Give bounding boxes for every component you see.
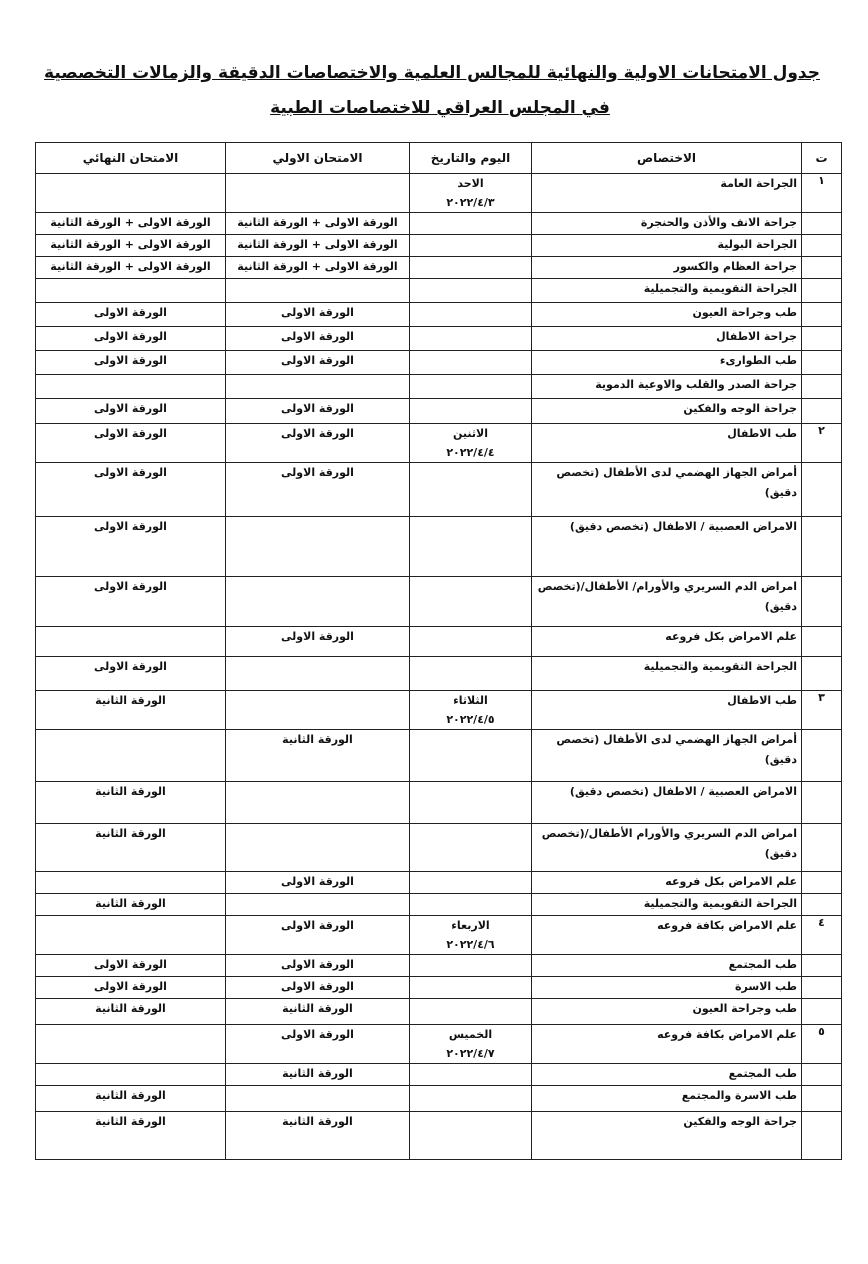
table-row <box>36 174 842 213</box>
day-number-cell: ٣ <box>802 691 842 730</box>
specialty-cell: علم الامراض بكل فروعه <box>532 627 802 657</box>
day-date-cell <box>410 1025 532 1064</box>
day-number-cell <box>802 517 842 577</box>
specialty-cell: طب الاسرة <box>532 977 802 999</box>
table-row <box>36 894 842 916</box>
day-number-cell <box>802 327 842 351</box>
final-exam-cell: الورقة الثانية <box>36 1112 226 1160</box>
final-exam-cell: الورقة الثانية <box>36 1086 226 1112</box>
day-date-cell <box>410 303 532 327</box>
table-row <box>36 303 842 327</box>
initial-exam-cell: الورقة الاولى + الورقة الثانية <box>226 235 410 257</box>
specialty-cell: امراض الدم السريري والأورام/ الأطفال/(تخصص دقيق) <box>532 577 802 627</box>
specialty-cell: الجراحة العامة <box>532 174 802 213</box>
specialty-cell: جراحة الاطفال <box>532 327 802 351</box>
table-row <box>36 577 842 627</box>
specialty-cell: أمراض الجهاز الهضمي لدى الأطفال (تخصص دقيق) <box>532 730 802 782</box>
initial-exam-cell <box>226 691 410 730</box>
table-row <box>36 1086 842 1112</box>
day-date-cell <box>410 257 532 279</box>
day-date-cell <box>410 351 532 375</box>
day-date-cell <box>410 213 532 235</box>
day-date-cell <box>410 916 532 955</box>
day-date-cell <box>410 872 532 894</box>
final-exam-cell: الورقة الاولى <box>36 977 226 999</box>
final-exam-cell <box>36 730 226 782</box>
initial-exam-cell <box>226 894 410 916</box>
final-exam-cell <box>36 872 226 894</box>
specialty-cell: طب المجتمع <box>532 955 802 977</box>
initial-exam-cell: الورقة الاولى <box>226 1025 410 1064</box>
day-date-cell <box>410 279 532 303</box>
day-number-cell <box>802 824 842 872</box>
initial-exam-cell: الورقة الاولى <box>226 424 410 463</box>
initial-exam-cell: الورقة الاولى <box>226 872 410 894</box>
day-number-cell <box>802 257 842 279</box>
specialty-cell: الجراحة التقويمية والتجميلية <box>532 894 802 916</box>
specialty-cell: طب الطوارىء <box>532 351 802 375</box>
table-row <box>36 375 842 399</box>
specialty-cell: جراحة العظام والكسور <box>532 257 802 279</box>
final-exam-cell: الورقة الاولى <box>36 657 226 691</box>
specialty-cell: الامراض العصبية / الاطفال (تخصص دقيق) <box>532 517 802 577</box>
final-exam-cell: الورقة الثانية <box>36 999 226 1025</box>
final-exam-cell <box>36 375 226 399</box>
day-number-cell <box>802 463 842 517</box>
specialty-cell: طب وجراحة العيون <box>532 999 802 1025</box>
table-row <box>36 999 842 1025</box>
day-date-cell <box>410 894 532 916</box>
day-date-cell <box>410 627 532 657</box>
table-row <box>36 279 842 303</box>
initial-exam-cell: الورقة الاولى <box>226 351 410 375</box>
initial-exam-cell: الورقة الاولى <box>226 977 410 999</box>
specialty-cell: طب الاطفال <box>532 424 802 463</box>
final-exam-cell: الورقة الاولى <box>36 463 226 517</box>
day-number-cell <box>802 577 842 627</box>
table-row <box>36 916 842 955</box>
exam-date: ٢٠٢٢/٤/٥ <box>446 713 495 726</box>
final-exam-cell: الورقة الاولى <box>36 399 226 424</box>
day-number-cell <box>802 213 842 235</box>
day-name: الاحد <box>457 177 484 190</box>
table-row <box>36 730 842 782</box>
initial-exam-cell: الورقة الاولى <box>226 327 410 351</box>
day-number-cell <box>802 303 842 327</box>
initial-exam-cell: الورقة الاولى <box>226 463 410 517</box>
day-number-cell <box>802 627 842 657</box>
day-number-cell <box>802 955 842 977</box>
header-number: ت <box>802 143 842 174</box>
initial-exam-cell: الورقة الاولى + الورقة الثانية <box>226 257 410 279</box>
specialty-cell: امراض الدم السريري والأورام الأطفال/(تخصص دقيق) <box>532 824 802 872</box>
header-final-exam: الامتحان النهائي <box>36 143 226 174</box>
table-row <box>36 399 842 424</box>
exam-date: ٢٠٢٢/٤/٤ <box>446 446 495 459</box>
day-date-cell <box>410 399 532 424</box>
specialty-cell: جراحة الوجه والفكين <box>532 1112 802 1160</box>
initial-exam-cell: الورقة الاولى <box>226 916 410 955</box>
final-exam-cell: الورقة الاولى <box>36 577 226 627</box>
final-exam-cell <box>36 174 226 213</box>
final-exam-cell: الورقة الاولى + الورقة الثانية <box>36 235 226 257</box>
final-exam-cell <box>36 916 226 955</box>
exam-date: ٢٠٢٢/٤/٣ <box>446 196 495 209</box>
final-exam-cell: الورقة الاولى <box>36 424 226 463</box>
specialty-cell: جراحة الصدر والقلب والاوعية الدموية <box>532 375 802 399</box>
day-number-cell <box>802 1112 842 1160</box>
day-date-cell <box>410 999 532 1025</box>
specialty-cell: علم الامراض بكافة فروعه <box>532 1025 802 1064</box>
specialty-cell: الجراحة التقويمية والتجميلية <box>532 279 802 303</box>
day-date-cell <box>410 691 532 730</box>
day-name: الثلاثاء <box>453 694 488 707</box>
day-date-cell <box>410 327 532 351</box>
table-row <box>36 327 842 351</box>
final-exam-cell: الورقة الثانية <box>36 782 226 824</box>
day-number-cell: ٥ <box>802 1025 842 1064</box>
final-exam-cell: الورقة الاولى <box>36 303 226 327</box>
table-row <box>36 517 842 577</box>
final-exam-cell <box>36 1064 226 1086</box>
specialty-cell: طب المجتمع <box>532 1064 802 1086</box>
initial-exam-cell <box>226 824 410 872</box>
final-exam-cell: الورقة الثانية <box>36 691 226 730</box>
day-number-cell: ١ <box>802 174 842 213</box>
day-date-cell <box>410 824 532 872</box>
table-row <box>36 424 842 463</box>
table-row <box>36 657 842 691</box>
final-exam-cell: الورقة الثانية <box>36 824 226 872</box>
table-row <box>36 955 842 977</box>
initial-exam-cell <box>226 577 410 627</box>
document-subtitle: في المجلس العراقي للاختصاصات الطبية <box>270 98 610 118</box>
day-number-cell <box>802 399 842 424</box>
final-exam-cell: الورقة الاولى <box>36 955 226 977</box>
day-number-cell <box>802 1086 842 1112</box>
final-exam-cell: الورقة الاولى + الورقة الثانية <box>36 257 226 279</box>
table-header-row <box>36 143 842 174</box>
day-number-cell <box>802 351 842 375</box>
day-date-cell <box>410 235 532 257</box>
specialty-cell: الجراحة التقويمية والتجميلية <box>532 657 802 691</box>
table-row <box>36 627 842 657</box>
day-name: الخميس <box>448 1028 493 1041</box>
final-exam-cell: الورقة الاولى <box>36 517 226 577</box>
specialty-cell: جراحة الوجه والفكين <box>532 399 802 424</box>
table-row <box>36 235 842 257</box>
final-exam-cell: الورقة الاولى + الورقة الثانية <box>36 213 226 235</box>
table-row <box>36 463 842 517</box>
day-number-cell <box>802 375 842 399</box>
day-date-cell <box>410 517 532 577</box>
day-number-cell <box>802 977 842 999</box>
specialty-cell: طب الاطفال <box>532 691 802 730</box>
initial-exam-cell: الورقة الاولى <box>226 627 410 657</box>
table-row <box>36 213 842 235</box>
table-row <box>36 977 842 999</box>
initial-exam-cell: الورقة الثانية <box>226 1064 410 1086</box>
initial-exam-cell <box>226 174 410 213</box>
final-exam-cell: الورقة الاولى <box>36 351 226 375</box>
final-exam-cell: الورقة الاولى <box>36 327 226 351</box>
final-exam-cell <box>36 627 226 657</box>
day-number-cell <box>802 894 842 916</box>
document-title: جدول الامتحانات الاولية والنهائية للمجالس العلمية والاختصاصات الدقيقة والزمالات التخصصية <box>44 63 820 83</box>
specialty-cell: الامراض العصبية / الاطفال (تخصص دقيق) <box>532 782 802 824</box>
day-date-cell <box>410 1086 532 1112</box>
final-exam-cell <box>36 1025 226 1064</box>
initial-exam-cell <box>226 279 410 303</box>
initial-exam-cell: الورقة الاولى <box>226 955 410 977</box>
table-row <box>36 782 842 824</box>
table-row <box>36 1064 842 1086</box>
specialty-cell: الجراحة البولية <box>532 235 802 257</box>
table-row <box>36 351 842 375</box>
day-number-cell <box>802 1064 842 1086</box>
day-date-cell <box>410 730 532 782</box>
initial-exam-cell <box>226 375 410 399</box>
table-row <box>36 1112 842 1160</box>
specialty-cell: علم الامراض بكافة فروعه <box>532 916 802 955</box>
initial-exam-cell <box>226 782 410 824</box>
day-date-cell <box>410 955 532 977</box>
specialty-cell: جراحة الانف والأذن والحنجرة <box>532 213 802 235</box>
day-number-cell <box>802 730 842 782</box>
day-number-cell: ٢ <box>802 424 842 463</box>
initial-exam-cell: الورقة الثانية <box>226 1112 410 1160</box>
specialty-cell: طب وجراحة العيون <box>532 303 802 327</box>
initial-exam-cell <box>226 1086 410 1112</box>
day-name: الاثنين <box>453 427 488 440</box>
exam-schedule-table <box>35 142 842 1160</box>
exam-date: ٢٠٢٢/٤/٦ <box>446 938 495 951</box>
initial-exam-cell: الورقة الاولى + الورقة الثانية <box>226 213 410 235</box>
day-date-cell <box>410 657 532 691</box>
day-date-cell <box>410 463 532 517</box>
initial-exam-cell: الورقة الاولى <box>226 399 410 424</box>
initial-exam-cell: الورقة الثانية <box>226 730 410 782</box>
final-exam-cell <box>36 279 226 303</box>
day-number-cell <box>802 657 842 691</box>
day-date-cell <box>410 424 532 463</box>
day-number-cell <box>802 279 842 303</box>
initial-exam-cell <box>226 517 410 577</box>
final-exam-cell: الورقة الثانية <box>36 894 226 916</box>
day-date-cell <box>410 375 532 399</box>
specialty-cell: علم الامراض بكل فروعه <box>532 872 802 894</box>
table-row <box>36 257 842 279</box>
header-day-date: اليوم والتاريخ <box>410 143 532 174</box>
table-row <box>36 824 842 872</box>
table-row <box>36 1025 842 1064</box>
specialty-cell: أمراض الجهاز الهضمي لدى الأطفال (تخصص دقيق) <box>532 463 802 517</box>
day-number-cell <box>802 782 842 824</box>
table-row <box>36 872 842 894</box>
specialty-cell: طب الاسرة والمجتمع <box>532 1086 802 1112</box>
day-name: الاربعاء <box>451 919 490 932</box>
exam-date: ٢٠٢٢/٤/٧ <box>446 1047 495 1060</box>
day-date-cell <box>410 174 532 213</box>
initial-exam-cell <box>226 657 410 691</box>
header-initial-exam: الامتحان الاولي <box>226 143 410 174</box>
day-number-cell: ٤ <box>802 916 842 955</box>
day-date-cell <box>410 977 532 999</box>
day-date-cell <box>410 1112 532 1160</box>
day-number-cell <box>802 999 842 1025</box>
initial-exam-cell: الورقة الثانية <box>226 999 410 1025</box>
day-number-cell <box>802 872 842 894</box>
header-specialty: الاختصاص <box>532 143 802 174</box>
day-number-cell <box>802 235 842 257</box>
initial-exam-cell: الورقة الاولى <box>226 303 410 327</box>
table-row <box>36 691 842 730</box>
day-date-cell <box>410 782 532 824</box>
day-date-cell <box>410 1064 532 1086</box>
day-date-cell <box>410 577 532 627</box>
